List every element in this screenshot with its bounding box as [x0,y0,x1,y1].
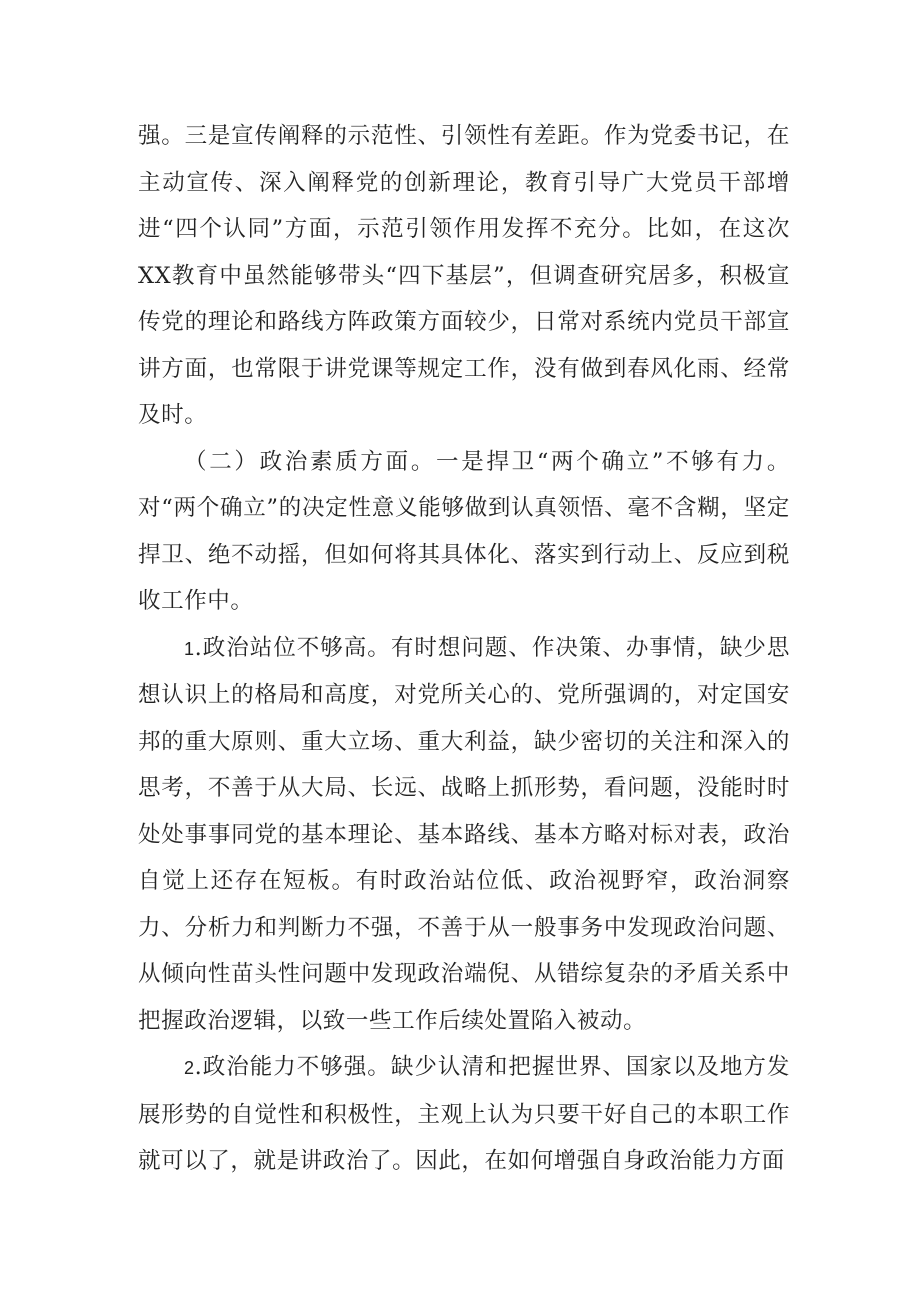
list-number: 1 [184,638,195,659]
paragraph-continuation: 强。三是宣传阐释的示范性、引领性有差距。作为党委书记，在主动宣传、深入阐释党的创新理论，教育引导广大党员干部增进“四个认同”方面，示范引领作用发挥不充分。比如，在这次XX教育中虽然能够带头“四下基层”，但调查研究居多，积极宣传党的理论和路线方阵政策方面较少，日常对系统内党员干部宣讲方面，也常限于讲党课等规定工作，没有做到春风化雨、经常及时。 [138,123,790,428]
paragraph-political-quality: （二）政治素质方面。一是捍卫“两个确立”不够有力。对“两个确立”的决定性意义能够做到认真领悟、毫不含糊，坚定捍卫、绝不动摇，但如何将其具体化、落实到行动上、反应到税收工作中。 [138,448,790,614]
paragraph-political-position [138,625,790,1045]
paragraph-text: .政治能力不够强。缺少认清和把握世界、国家以及地方发展形势的自觉性和积极性，主观上认为只要干好自己的本职工作就可以了，就是讲政治了。因此，在如何增强自身政治能力方面 [138,1054,790,1174]
paragraph-political-ability [138,1044,790,1185]
document-body [138,113,790,1185]
list-number: 2 [184,1058,195,1078]
paragraph-text: .政治站位不够高。有时想问题、作决策、办事情，缺少思想认识上的格局和高度，对党所关心的、党所强调的，对定国安邦的重大原则、重大立场、重大利益，缺少密切的关注和深入的思考，不善于从大局、长远、战略上抓形势，看问题，没能时时处处事事同党的基本理论、基本路线、基本方略对标对表，政治自觉上还存在短板。有时政治站位低、政治视野窄，政治洞察力、分析力和判断力不强，不善于从一般事务中发现政治问题、从倾向性苗头性问题中发现政治端倪、从错综复杂的矛盾关系中把握政治逻辑，以致一些工作后续处置陷入被动。 [138,634,790,1034]
